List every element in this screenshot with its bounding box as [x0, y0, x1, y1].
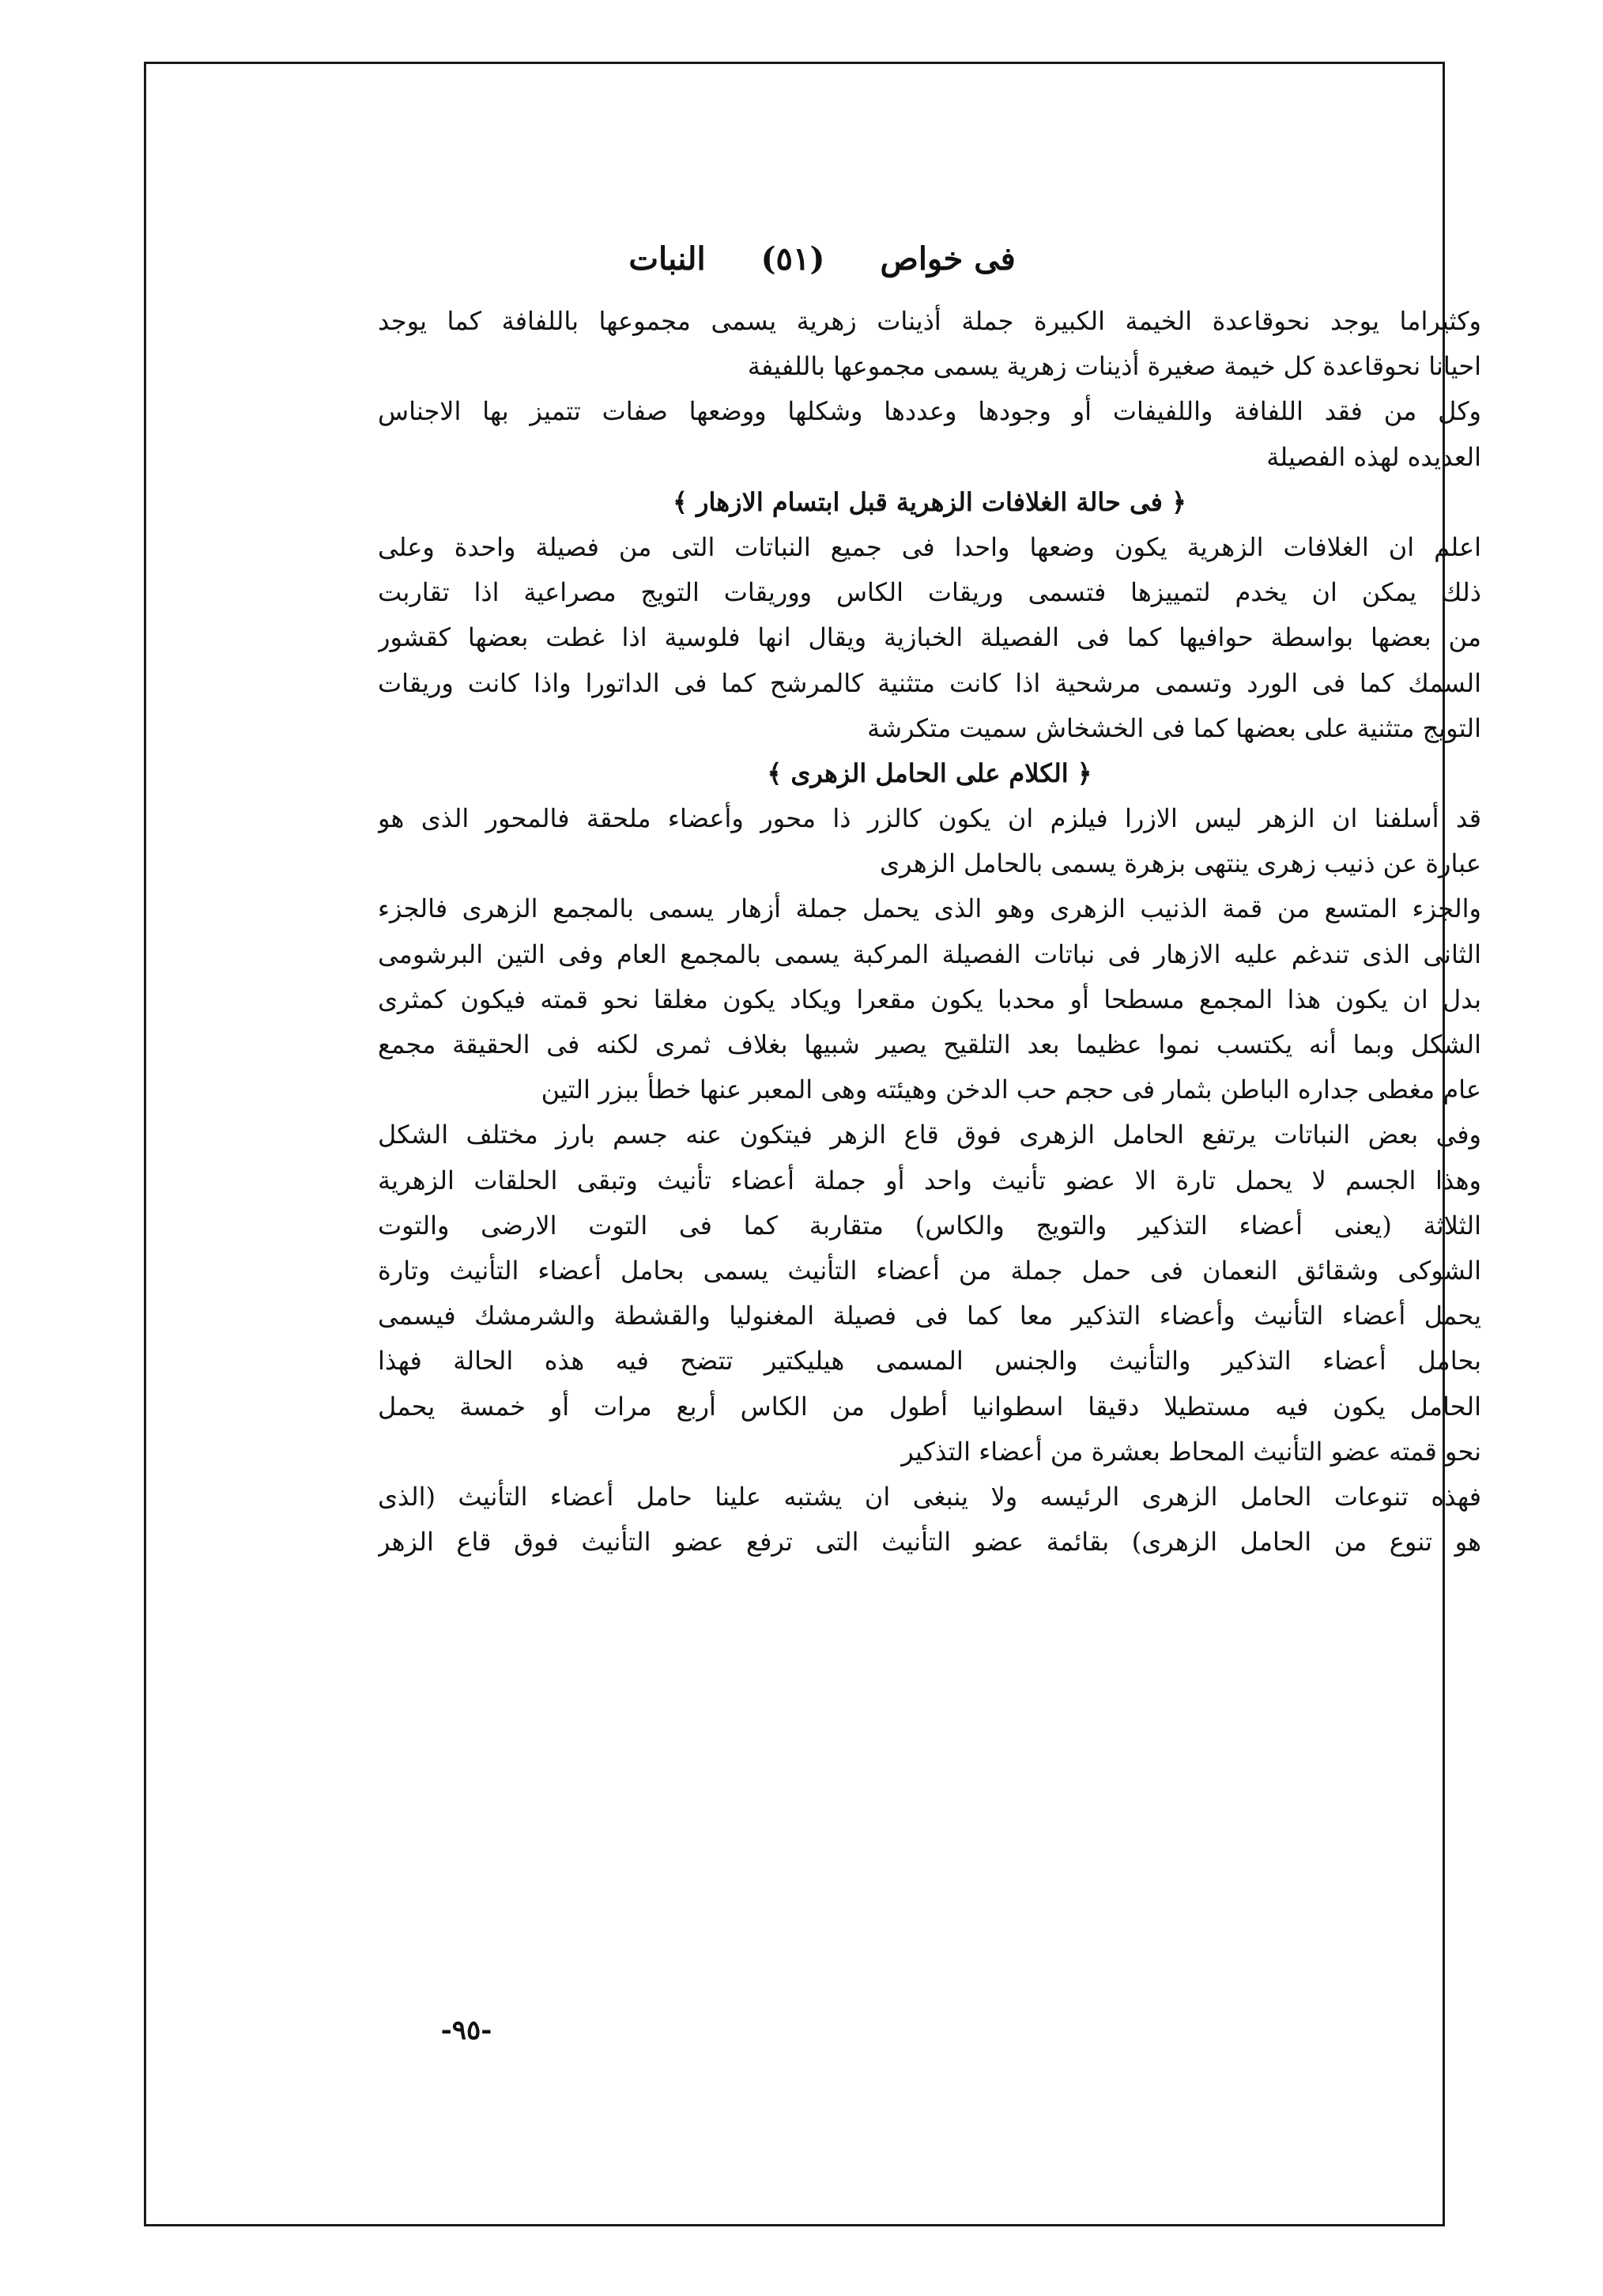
text-line: الحامل يكون فيه مستطيلا دقيقا اسطوانيا أطول من الكاس أربع مرات أو خمسة يحمل: [378, 1391, 1481, 1422]
text-line: العديده لهذه الفصيلة: [1266, 441, 1481, 472]
header-book-title: فى خواص: [880, 240, 1016, 278]
text-line: اعلم ان الغلافات الزهرية يكون وضعها واحدا فى جميع النباتات التى من فصيلة واحدة وعلى: [378, 531, 1481, 562]
text-line: احيانا نحوقاعدة كل خيمة صغيرة أذينات زهرية يسمى مجموعها باللفيفة: [747, 351, 1481, 382]
page-number: -٩٥-: [440, 2015, 492, 2046]
text-line: وكل من فقد اللفافة واللفيفات أو وجودها وعددها وشكلها ووضعها صفات تتميز بها الاجناس: [378, 396, 1481, 427]
text-line: عبارة عن ذنيب زهرى ينتهى بزهرة يسمى بالحامل الزهرى: [880, 848, 1481, 879]
body-text: [378, 299, 1481, 1565]
section-heading: ﴿ الكلام على الحامل الزهرى ﴾: [767, 757, 1092, 788]
text-line: بدل ان يكون هذا المجمع مسطحا أو محدبا يكون مقعرا ويكاد يكون مغلقا نحو قمته فيكون كمثرى: [378, 984, 1481, 1014]
text-line: قد أسلفنا ان الزهر ليس الازرا فيلزم ان يكون كالزر ذا محور وأعضاء ملحقة فالمحور الذى هو: [378, 803, 1481, 834]
text-line: التويج متثنية على بعضها كما فى الخشخاش سميت متكرشة: [867, 712, 1481, 743]
text-line: الشكل وبما أنه يكتسب نموا عظيما بعد التلقيح يصير شبيها بغلاف ثمرى لكنه فى الحقيقة مجمع: [378, 1029, 1481, 1059]
text-line: الثلاثة (يعنى أعضاء التذكير والتويج والكاس) متقاربة كما فى التوت الارضى والتوت: [378, 1210, 1481, 1241]
text-line: الثانى الذى تندغم عليه الازهار فى نباتات الفصيلة المركبة يسمى بالمجمع العام وفى التين البرشومى: [378, 938, 1481, 969]
text-line: يحمل أعضاء التأنيث وأعضاء التذكير معا كما فى فصيلة المغنوليا والقشطة والشرمشك فيسمى: [378, 1301, 1481, 1331]
text-line: وهذا الجسم لا يحمل تارة الا عضو تأنيث واحد أو جملة أعضاء تأنيث وتبقى الحلقات الزهرية: [378, 1165, 1481, 1195]
text-line: من بعضها بواسطة حوافيها كما فى الفصيلة الخبازية ويقال انها فلوسية اذا غطت بعضها كقشور: [378, 622, 1481, 653]
running-header: [553, 240, 1091, 288]
text-line: عام مغطى جداره الباطن بثمار فى حجم حب الدخن وهيئته وهى المعبر عنها خطأ ببزر التين: [541, 1074, 1481, 1105]
text-line: هو تنوع من الحامل الزهرى) بقائمة عضو التأنيث التى ترفع عضو التأنيث فوق قاع الزهر: [378, 1527, 1481, 1558]
text-line: وكثيراما يوجد نحوقاعدة الخيمة الكبيرة جملة أذينات زهرية يسمى مجموعها باللفافة كما يوجد: [378, 306, 1481, 336]
text-line: ذلك يمكن ان يخدم لتمييزها فتسمى وريقات الكاس ووريقات التويج مصراعية اذا تقاربت: [378, 577, 1481, 608]
header-page-number: (٥١): [760, 240, 825, 278]
header-subject: النبات: [628, 240, 706, 278]
text-line: بحامل أعضاء التذكير والتأنيث والجنس المسمى هيليكتير تتضح فيه هذه الحالة فهذا: [378, 1346, 1481, 1376]
text-line: فهذه تنوعات الحامل الزهرى الرئيسه ولا ينبغى ان يشتبه علينا حامل أعضاء التأنيث (الذى: [378, 1481, 1481, 1512]
text-line: الشوكى وشقائق النعمان فى حمل جملة من أعضاء التأنيث يسمى بحامل أعضاء التأنيث وتارة: [378, 1255, 1481, 1286]
text-line: وفى بعض النباتات يرتفع الحامل الزهرى فوق قاع الزهر فيتكون عنه جسم بارز مختلف الشكل: [378, 1120, 1481, 1150]
text-line: نحو قمته عضو التأنيث المحاط بعشرة من أعضاء التذكير: [901, 1436, 1481, 1467]
section-heading: ﴿ فى حالة الغلافات الزهرية قبل ابتسام الازهار ﴾: [673, 486, 1186, 517]
text-line: والجزء المتسع من قمة الذنيب الزهرى وهو الذى يحمل جملة أزهار يسمى بالمجمع الزهرى فالجزء: [378, 893, 1481, 924]
text-line: السمك كما فى الورد وتسمى مرشحية اذا كانت متثنية كالمرشح كما فى الداتورا واذا كانت وريقات: [378, 667, 1481, 698]
